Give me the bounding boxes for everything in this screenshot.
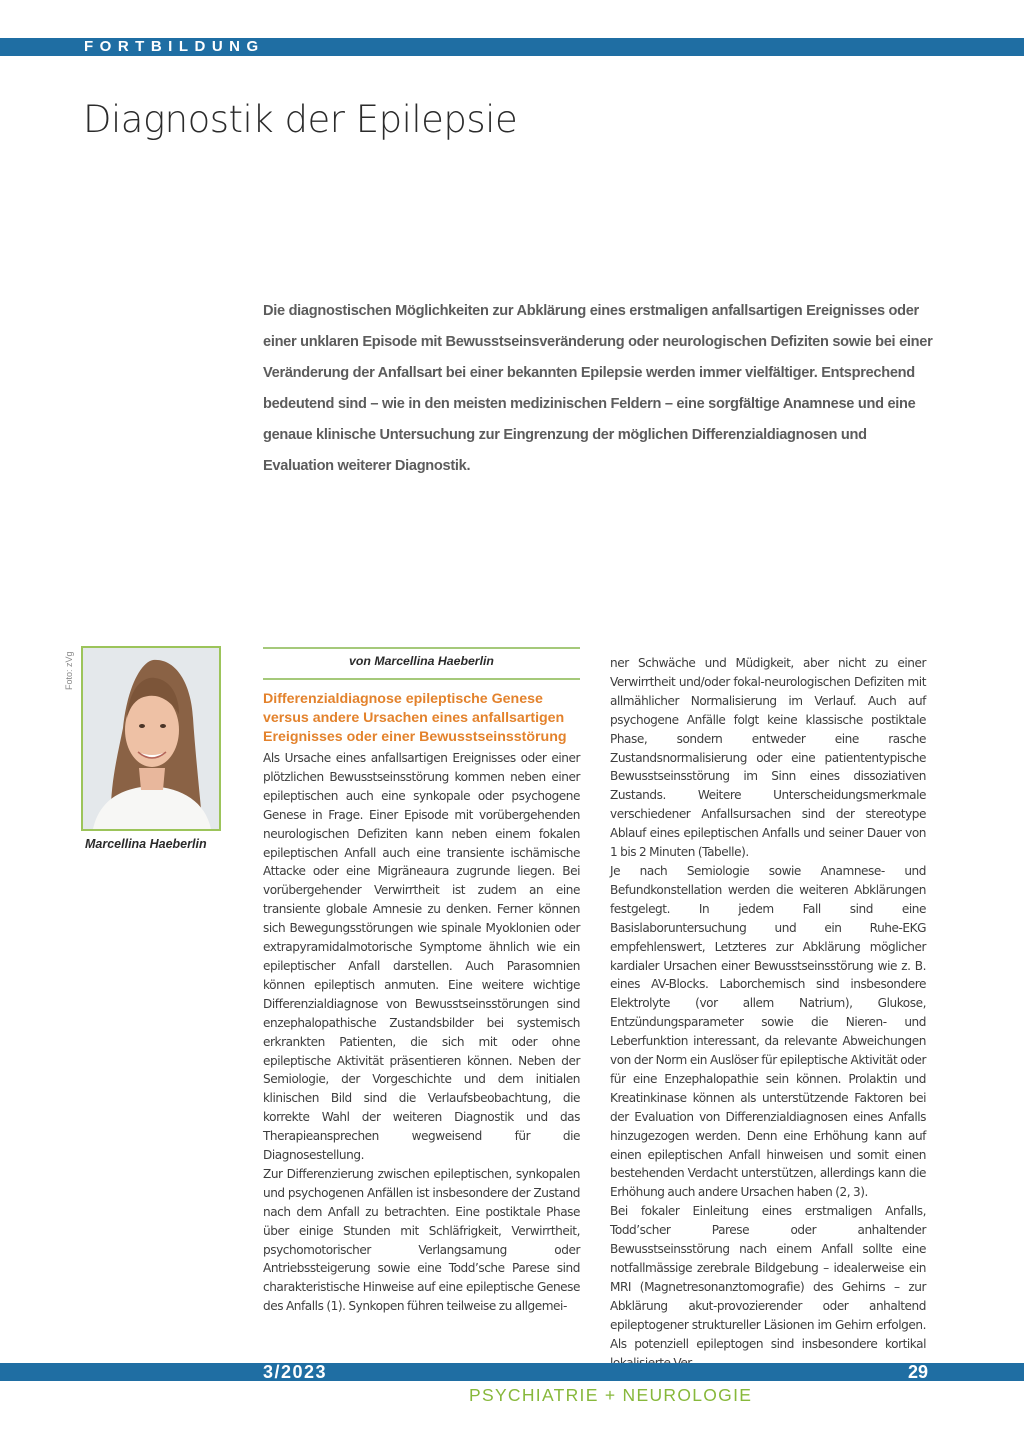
subheading: Differenzialdiagnose epileptische Genese versus andere Ursachen eines anfallsartigen Ereignisses oder einer Bewusstseinsstörung <box>263 691 567 745</box>
photo-credit: Foto: zVg <box>64 651 74 690</box>
right-column <box>610 654 926 1372</box>
section-label: FORTBILDUNG <box>84 38 265 55</box>
column-rule-bottom <box>263 678 580 680</box>
photo-caption: Marcellina Haeberlin <box>85 837 207 851</box>
body-paragraph: Bei fokaler Einleitung eines erstmaligen Anfalls, Todd’scher Parese oder anhaltender Bewusstseinsstörung nach einem Anfall sollte eine notfallmässige zerebrale Bildgebung – idealerweise ein MRI (Magnetresonanztomografie) des Gehirns – zur Abklärung akut-provozierender oder anhaltend epileptogener struktureller Läsionen im Gehirn erfolgen. Als potenziell epileptogen sind insbesondere kortikal <box>610 1204 926 1351</box>
journal-name: PSYCHIATRIE + NEUROLOGIE <box>469 1385 753 1405</box>
body-paragraph: Je nach Semiologie sowie Anamnese- und Befundkonstellation werden die weiteren Abklärungen festgelegt. In jedem Fall sind eine Basislaboruntersuchung und ein Ruhe-EKG empfehlenswert, Letzteres zur Abklärung möglicher kardialer Ursachen einer Bewusstseinsstörung wie z. B. eines AV-Blocks. Laborchemisch sind insbesondere Elektrolyte (vor allem Natrium), Glukose, Entzündungsparameter sowie die Nieren- und Leberfunktion interessant, da relevante Abweichungen von der Norm ein Auslöser für epileptische Aktivität oder für eine Enzephalopathie sein können. Prolaktin und Kreatinkinase können als unterstützende Faktoren bei der Evaluation von Differenzialdiagnosen eines Anfalls hinzugezogen werden. Denn eine Erhöhung kann auf einen epileptischen Anfall hinweisen und somit einen bestehenden Verdacht unterstützen, allerdings kann die Erhöhung auch andere Ursachen haben (2, 3). <box>610 863 926 1200</box>
footer-bar <box>0 1363 1024 1381</box>
body-paragraph: Als Ursache eines anfallsartigen Ereignisses oder einer plötzlichen Bewusstseinsstörung kommen neben einer epileptischen auch eine synkopale oder psychogene Genese in Frage. Einer Episode mit vorübergehenden neurologischen Defiziten kann neben einem fokalen epileptischen Anfall auch eine transiente ischämische Attacke oder eine Migräneaura zugrunde liegen. Bei vorübergehender Verwirrtheit ist zudem an eine transiente globale Amnesie zu denken. Ferner können sich Bewegungsstörungen wie spinale Myoklonien oder extrapyramidalmotorische Symptome ähnlich wie ein epileptischer Anfall darstellen. Auch Parasomnien können epileptisch anmuten. Eine weitere wichtige Differenzialdiagnose von Bewusstseinsstörungen sind enzephalopathische Zustandsbilder bei systemisch erkrankten Patienten, die sich mit oder ohne epileptische Aktivität präsentieren können. Neben der Semiologie, der Vorgeschichte und dem initialen klinischen Bild sind die Verlaufsbeobachtung, die korrekte Wahl der weiteren Diagnostik und das Therapieansprechen wegweisend für die Diagnosestellung. <box>263 751 580 1163</box>
article-title: Diagnostik der Epilepsie <box>83 98 518 141</box>
left-column <box>263 690 580 1316</box>
article-lead: Die diagnostischen Möglichkeiten zur Abklärung eines erstmaligen anfallsartigen Ereignisses oder einer unklaren Episode mit Bewusstseinsveränderung oder neurologischen Defiziten sowie bei einer Veränderung der Anfallsart bei einer bekannten Epilepsie werden immer vielfältiger. Entsprechend bedeutend sind – wie in den meisten medizinischen Feldern – eine sorgfältige Anamnese und eine genaue klinische Untersuchung zur Eingrenzung der möglichen Differenzialdiagnosen und Evaluation weiterer Diagnostik. <box>263 303 933 474</box>
issue-number: 3/2023 <box>263 1362 328 1382</box>
body-paragraph: ner Schwäche und Müdigkeit, aber nicht zu einer Verwirrtheit und/oder fokal-neurologischen Defiziten mit allmählicher Normalisierung im Verlauf. Auch auf psychogene Anfälle folgt keine klassische postiktale Phase, sondern entweder eine rasche Zustandsnormalisierung oder eine patiententypische Bewusstseinsstörung im Sinn eines dissoziativen Zustands. Weitere Unterscheidungsmerkmale verschiedener Anfallsursachen sind der stereotype Ablauf eines epileptischen Anfalls und seiner Dauer von 1 bis 2 Minuten (Tabelle). <box>610 656 926 860</box>
byline: von Marcellina Haeberlin <box>349 654 494 668</box>
column-rule-top <box>263 647 580 649</box>
author-photo <box>81 646 221 831</box>
page-number: 29 <box>907 1362 928 1382</box>
body-paragraph: Zur Differenzierung zwischen epileptischen, synkopalen und psychogenen Anfällen ist insbesondere der Zustand nach dem Anfall zu betrachten. Eine postiktale Phase über einige Stunden mit Schläfrigkeit, Verwirrtheit, psychomotorischer Verlangsamung oder Antriebssteigerung sowie eine Todd’sche Parese sind charakteristische Hinweise auf eine epileptische Genese des Anfalls (1). Synkopen führen teilweise zu allgemei- <box>263 1166 580 1314</box>
